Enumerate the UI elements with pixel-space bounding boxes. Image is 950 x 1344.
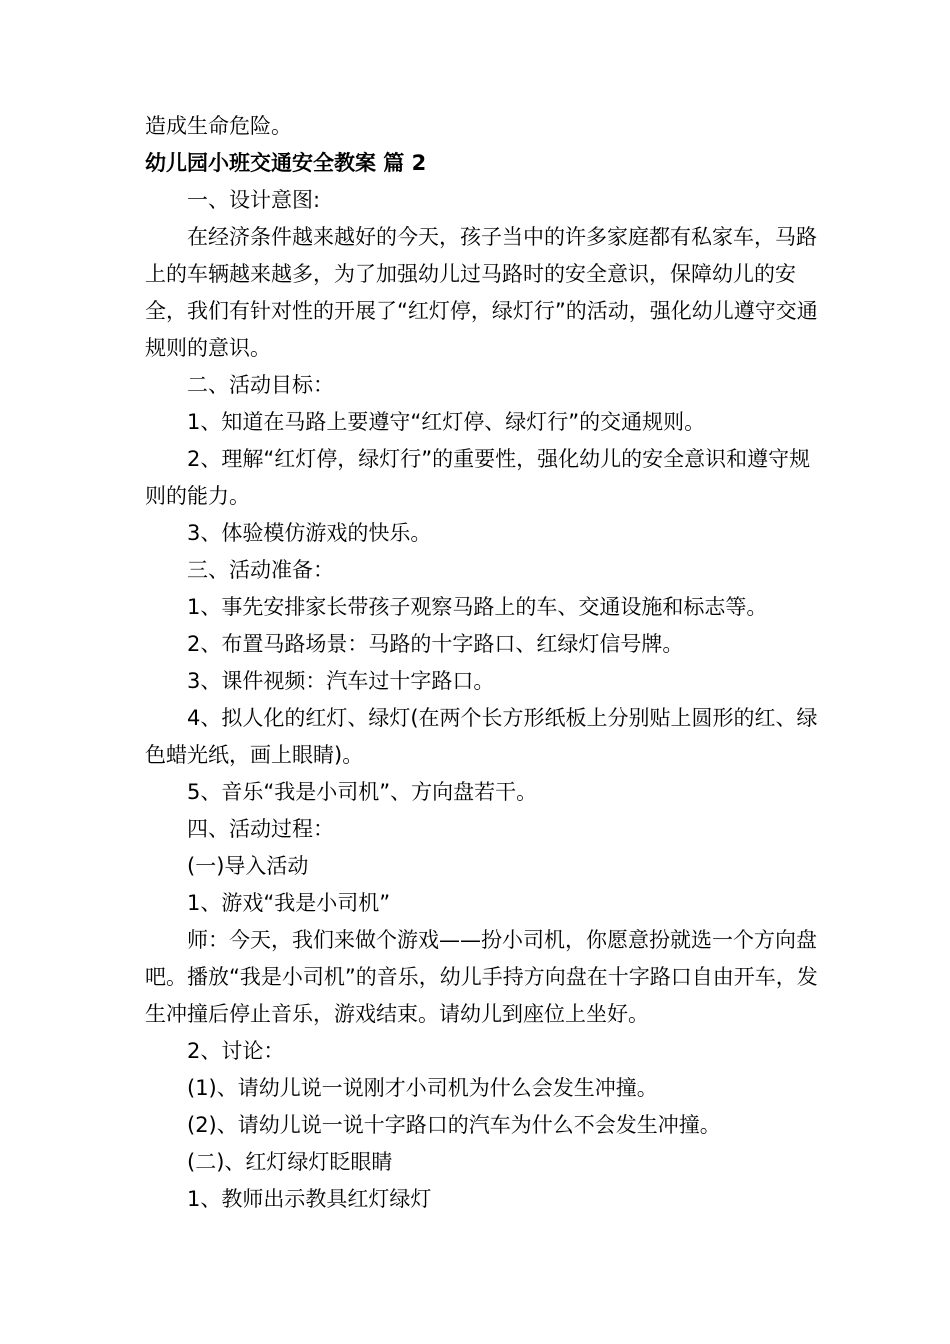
paragraph-13: 5、音乐“我是小司机”、方向盘若干。	[187, 780, 538, 804]
paragraph-4: 二、活动目标：	[187, 373, 334, 397]
paragraph-9: 1、事先安排家长带孩子观察马路上的车、交通设施和标志等。	[187, 595, 768, 619]
paragraph-5: 1、知道在马路上要遵守“红灯停、绿灯行”的交通规则。	[187, 410, 706, 434]
section-heading: 幼儿园小班交通安全教案 篇 2	[145, 151, 427, 175]
paragraph-3: 在经济条件越来越好的今天，孩子当中的许多家庭都有私家车，马路上的车辆越来越多，为了加强幼儿过马路时的安全意识，保障幼儿的安全，我们有针对性的开展了“红灯停，绿灯行”的活动，强化幼儿遵守交通规则的意识。	[145, 225, 818, 360]
paragraph-22: 1、教师出示教具红灯绿灯	[187, 1187, 432, 1211]
paragraph-14: 四、活动过程：	[187, 817, 334, 841]
paragraph-6: 2、理解“红灯停，绿灯行”的重要性，强化幼儿的安全意识和遵守规则的能力。	[145, 447, 811, 508]
paragraph-21: (二)、红灯绿灯眨眼睛	[187, 1150, 393, 1174]
paragraph-15: (一)导入活动	[187, 854, 309, 878]
paragraph-2: 一、设计意图:	[187, 188, 321, 212]
paragraph-7: 3、体验模仿游戏的快乐。	[187, 521, 432, 545]
document-page	[145, 108, 825, 1218]
paragraph-10: 2、布置马路场景：马路的十字路口、红绿灯信号牌。	[187, 632, 684, 656]
paragraph-12: 4、拟人化的红灯、绿灯(在两个长方形纸板上分别贴上圆形的红、绿色蜡光纸，画上眼睛)。	[145, 706, 818, 767]
paragraph-0: 造成生命危险。	[145, 114, 292, 138]
paragraph-19: (1)、请幼儿说一说刚才小司机为什么会发生冲撞。	[187, 1076, 658, 1100]
paragraph-18: 2、讨论：	[187, 1039, 285, 1063]
paragraph-11: 3、课件视频：汽车过十字路口。	[187, 669, 495, 693]
paragraph-17: 师：今天，我们来做个游戏——扮小司机，你愿意扮就选一个方向盘吧。播放“我是小司机”的音乐，幼儿手持方向盘在十字路口自由开车，发生冲撞后停止音乐，游戏结束。请幼儿到座位上坐好。	[145, 928, 818, 1026]
paragraph-20: (2)、请幼儿说一说十字路口的汽车为什么不会发生冲撞。	[187, 1113, 721, 1137]
paragraph-16: 1、游戏“我是小司机”	[187, 891, 391, 915]
paragraph-8: 三、活动准备：	[187, 558, 334, 582]
